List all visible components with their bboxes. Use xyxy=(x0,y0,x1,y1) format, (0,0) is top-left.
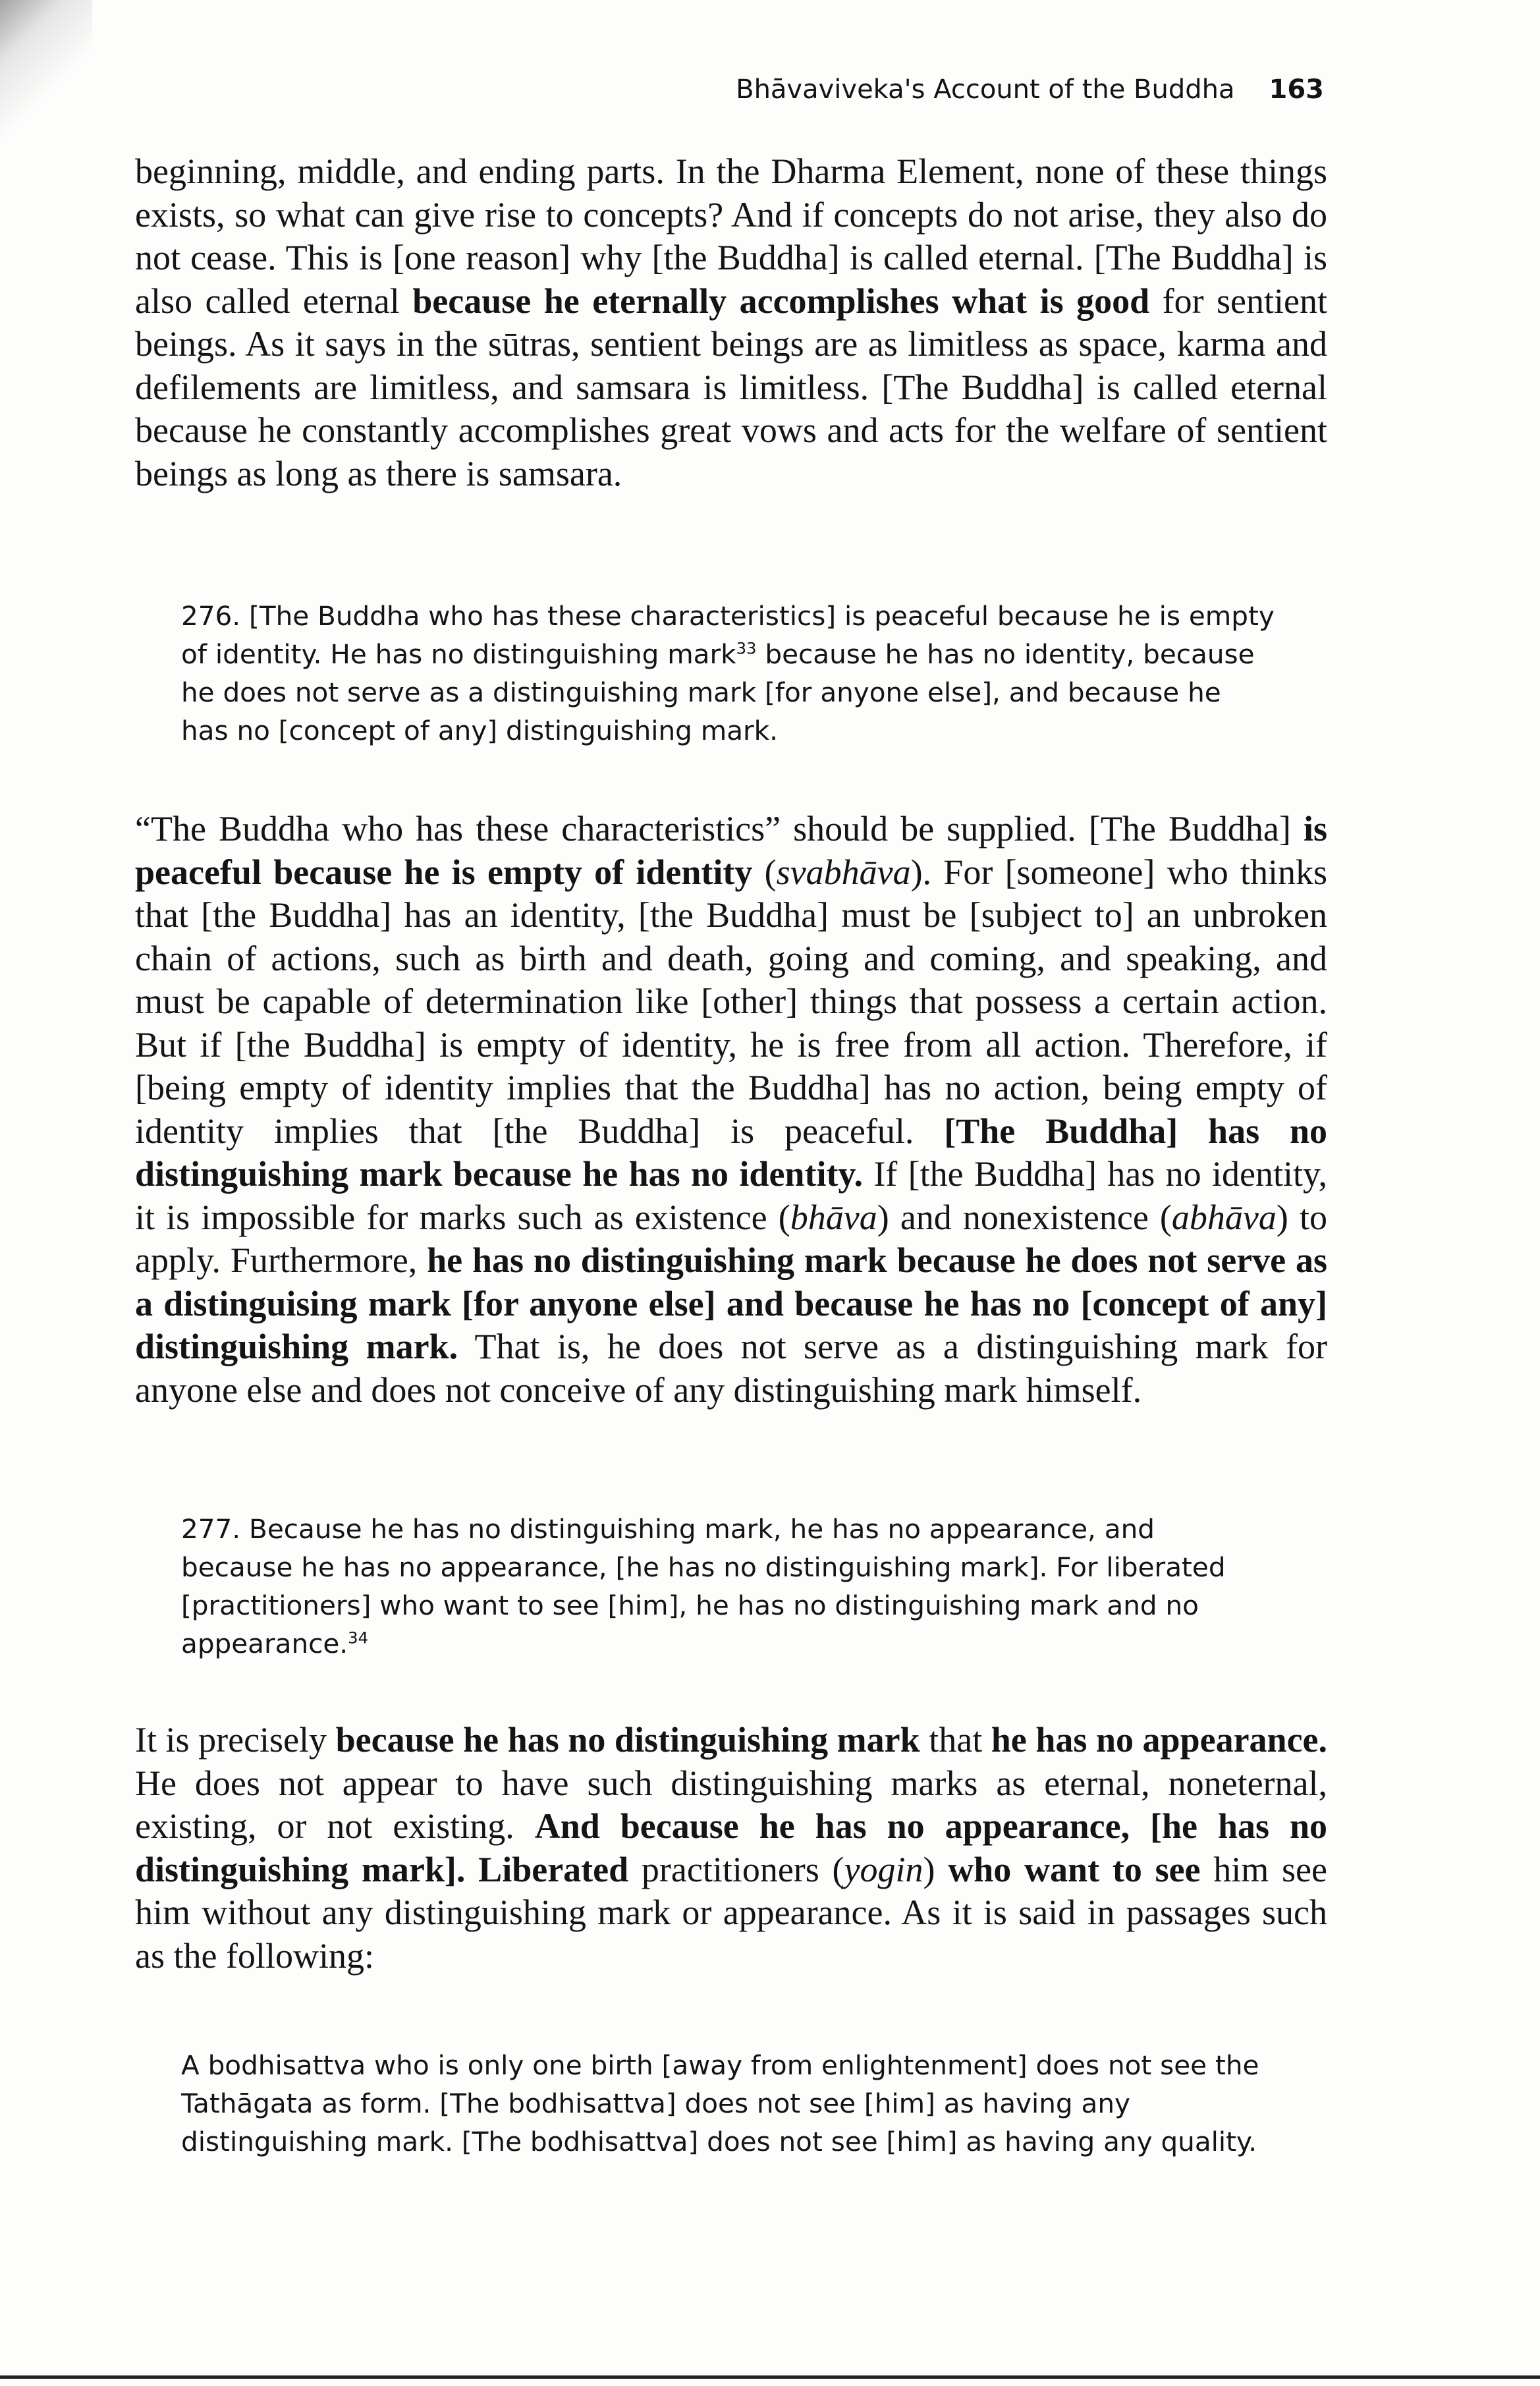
commentary-paragraph-3: It is precisely because he has no distinguishing mark that he has no appearance. He does not appear to have such distinguishing marks as eternal, noneternal, existing, or not existing. And because he has no appearance, [he has no distinguishing mark]. Liberated practitioners (yogin) who want to see him see him without any distinguishing mark or appearance. As it is said in passages such as the following: xyxy=(135,1720,1328,1976)
bold-phrase: Liberated xyxy=(478,1849,629,1889)
commentary-paragraph-1: beginning, middle, and ending parts. In the Dharma Element, none of these things exists, so what can give rise to concepts? And if concepts do not arise, they also do not cease. This is [one reason] why [the Buddha] is called eternal. [The Buddha] is also called eternal because he eternally accomplishes what is good for sentient beings. As it says in the sūtras, sentient beings are as limitless as space, karma and defilements are limitless, and samsara is limitless. [The Buddha] is called eternal because he constantly accomplishes great vows and acts for the welfare of sentient beings as long as there is samsara. xyxy=(135,152,1327,493)
footnote-marker-34[interactable]: 34 xyxy=(348,1628,369,1648)
sanskrit-term: yogin xyxy=(844,1849,923,1889)
sanskrit-term: svabhāva xyxy=(776,852,911,892)
bold-phrase: he has no distinguishing mark because he does not serve as a distinguising mark [for anyone else] and because he has no [concept of any] distinguishing mark. xyxy=(135,1240,1327,1366)
bold-phrase: And because he has no appearance, [he has no distinguishing mark]. xyxy=(135,1806,1328,1889)
bold-phrase: [The Buddha] has no distinguishing mark because he has no identity. xyxy=(135,1111,1327,1194)
bold-phrase: because he eternally accomplishes what is good xyxy=(412,281,1150,321)
bold-phrase: he has no appearance. xyxy=(991,1720,1327,1760)
sutra-quotation: A bodhisattva who is only one birth [away from enlightenment] does not see the Tathāgata as form. [The bodhisattva] does not see [him] as having any distinguishing mark. [The bodhisattva] does not see [him] as having any quality. xyxy=(181,2049,1259,2157)
sanskrit-term: abhāva xyxy=(1171,1197,1277,1237)
verse-277: 277. Because he has no distinguishing mark, he has no appearance, and because he has no appearance, [he has no distinguishing mark]. For liberated [practitioners] who want to see [him], he has no distinguishing mark and no appearance.$^{34}$ xyxy=(181,1513,1226,1659)
footnote-marker-33[interactable]: 33 xyxy=(736,638,757,658)
bold-phrase: who want to see xyxy=(948,1849,1201,1889)
commentary-paragraph-2: “The Buddha who has these characteristics” should be supplied. [The Buddha] is peaceful because he is empty of identity (svabhāva). For [someone] who thinks that [the Buddha] has an identity, [the Buddha] must be [subject to] an unbroken chain of actions, such as birth and death, going and coming, and speaking, and must be capable of determination like [other] things that possess a certain action. But if [the Buddha] is empty of identity, he is free from all action. Therefore, if [being empty of identity implies that the Buddha] has no action, being empty of identity implies that [the Buddha] is peaceful. [The Buddha] has no distinguishing mark because he has no identity. If [the Buddha] has no identity, it is impossible for marks such as existence (bhāva) and nonexistence (abhāva) to apply. Furthermore, he has no distinguishing mark because he does not serve as a distinguising mark [for anyone else] and because he has no [concept of any] distinguishing mark. That is, he does not serve as a distinguishing mark for anyone else and does not conceive of any distinguishing mark himself. xyxy=(135,809,1328,1410)
running-header xyxy=(659,70,1324,109)
verse-276: 276. [The Buddha who has these characteristics] is peaceful because he is empty of identity. He has no distinguishing mark$^{33}$ because he has no identity, because he does not serve as a distinguishing mark [for anyone else], and because he has no [concept of any] distinguishing mark. xyxy=(181,600,1275,746)
sanskrit-term: bhāva xyxy=(790,1197,877,1237)
bold-phrase: is peaceful because he is empty of identity xyxy=(135,809,1327,892)
page-number: 163 xyxy=(1269,74,1324,105)
running-title: Bhāvaviveka's Account of the Buddha xyxy=(736,74,1235,105)
scan-shadow xyxy=(0,0,92,171)
page-bottom-edge xyxy=(0,2375,1540,2379)
bold-phrase: because he has no distinguishing mark xyxy=(335,1720,920,1760)
